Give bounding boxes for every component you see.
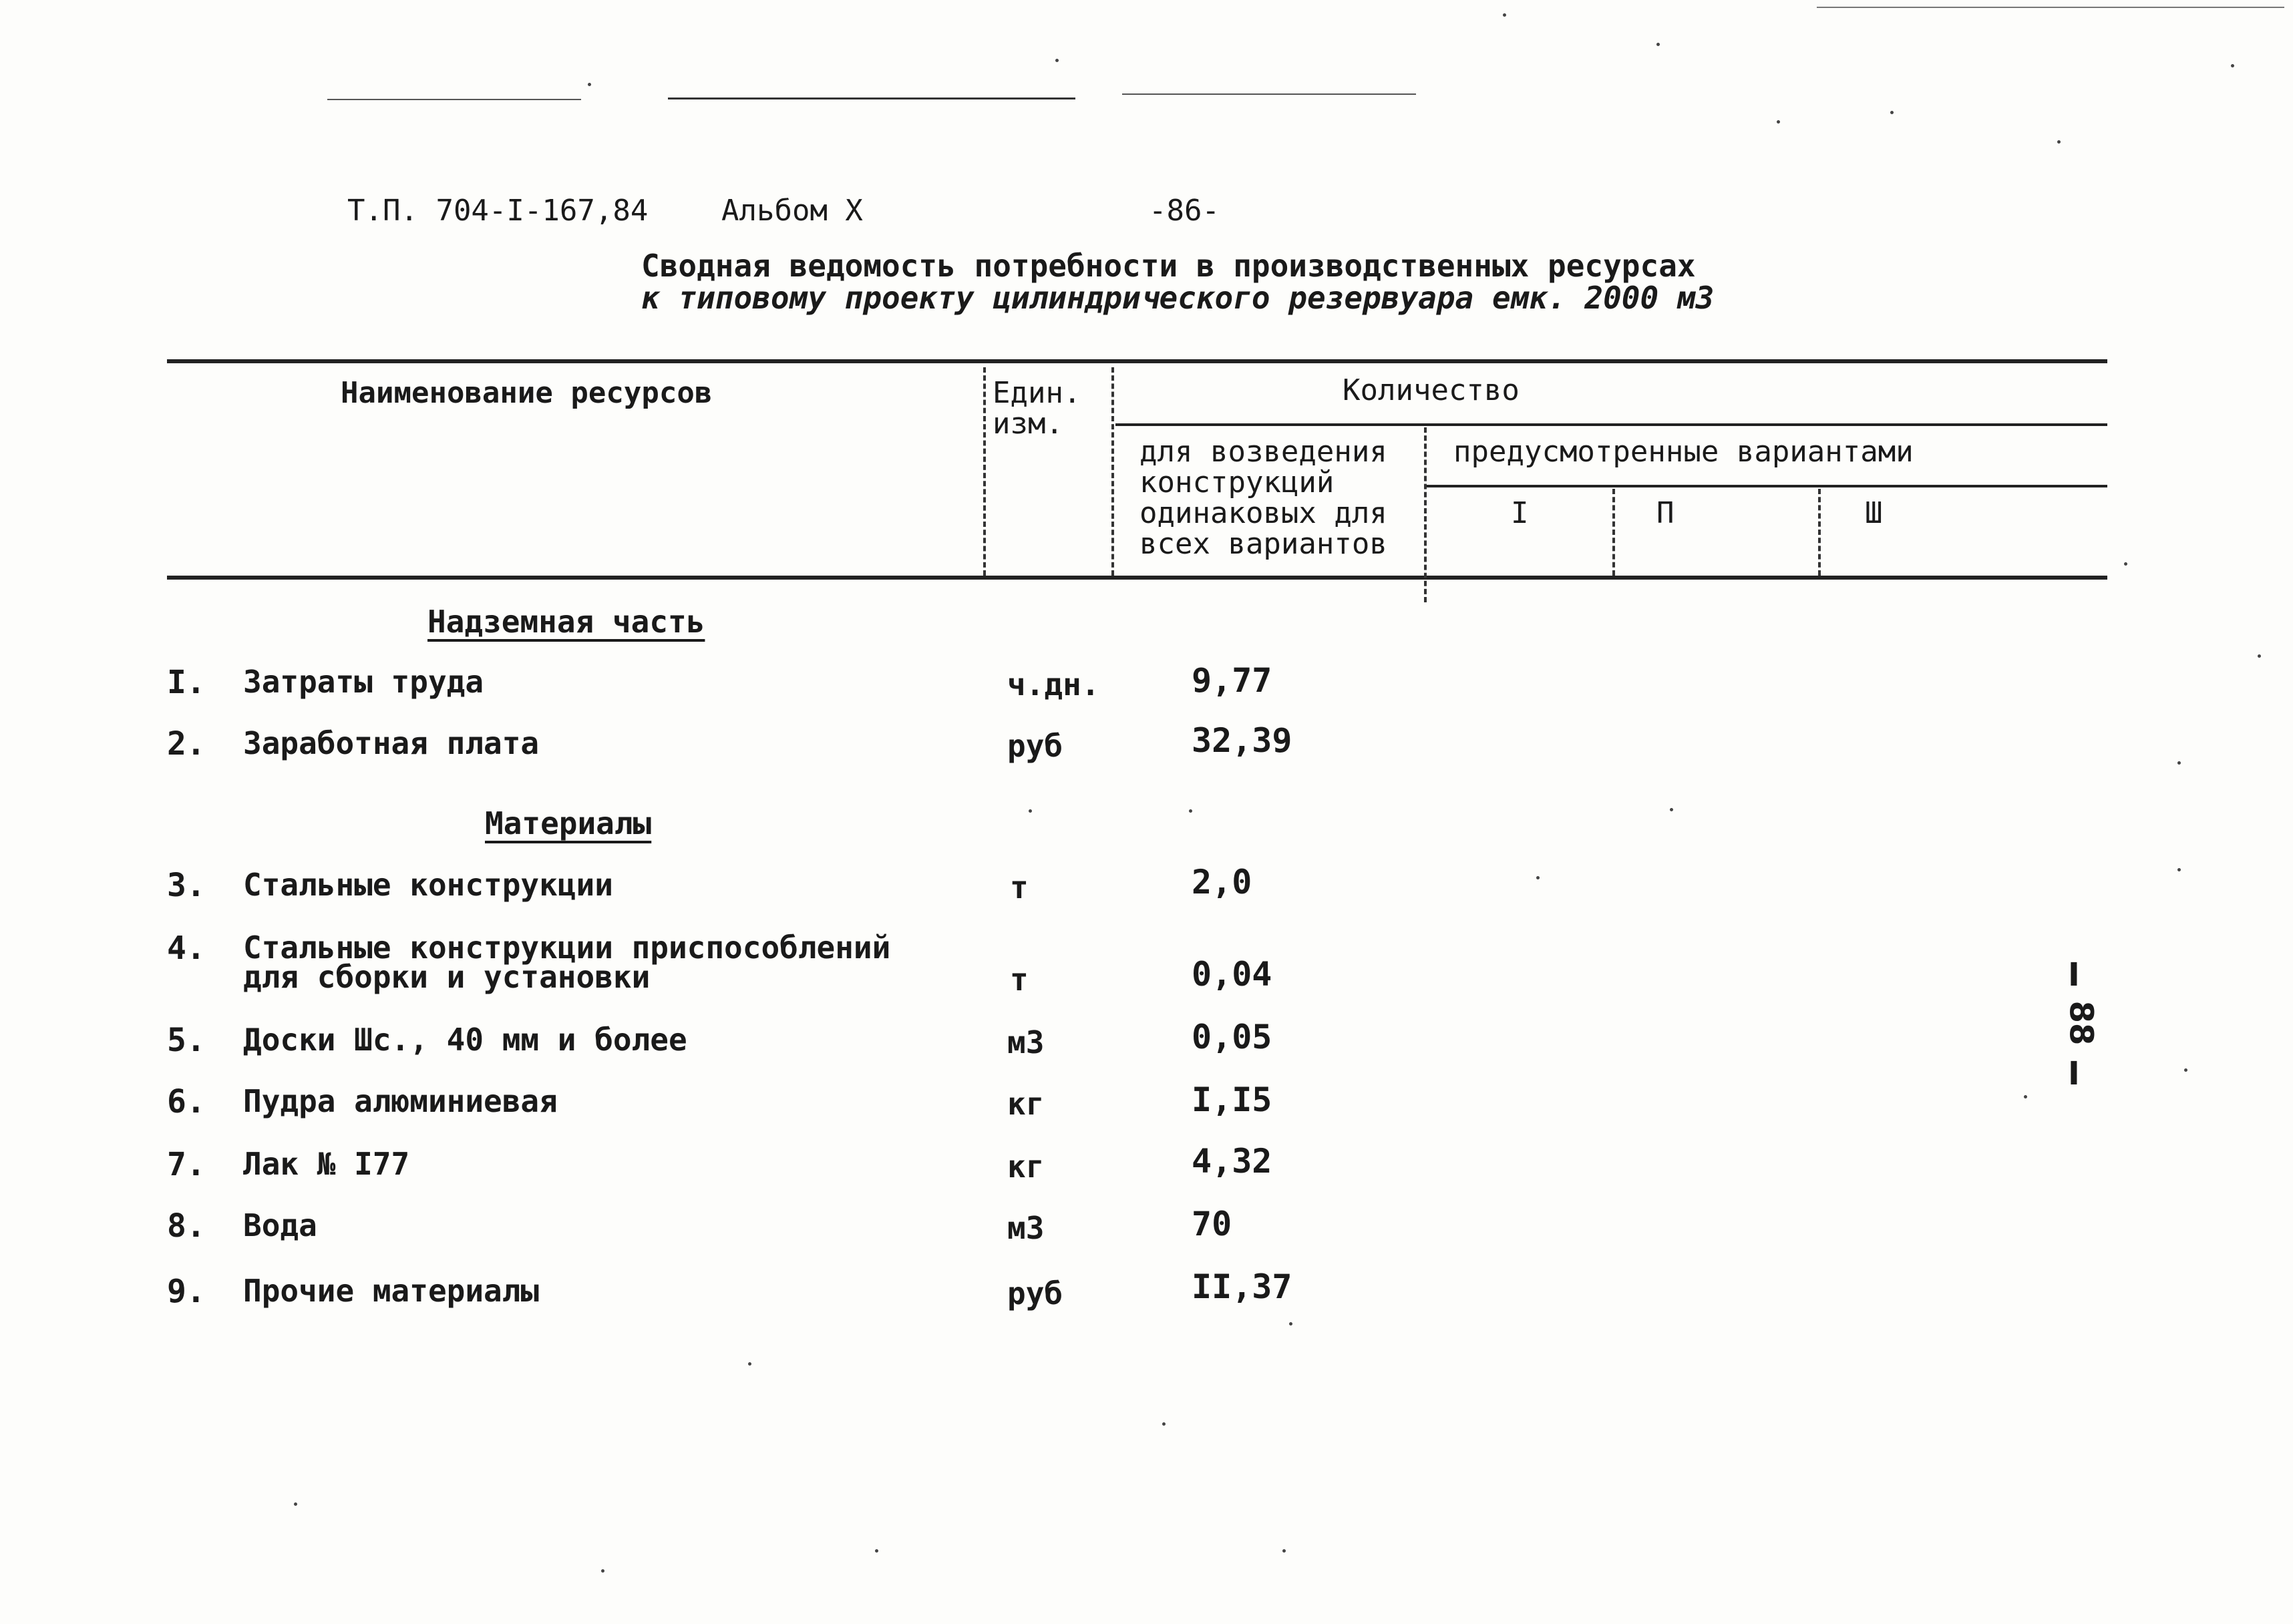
header-separator <box>983 367 986 576</box>
col-header-common-line2: конструкций <box>1139 465 1335 499</box>
row-value: 32,39 <box>1192 721 1292 760</box>
row-number: 3. <box>167 867 206 904</box>
header-top-rule <box>167 359 2107 363</box>
col-header-variant-2: П <box>1656 496 1674 530</box>
row-value: II,37 <box>1192 1267 1292 1306</box>
header-variants-rule <box>1426 485 2107 487</box>
row-unit: т <box>1010 869 1029 905</box>
row-name: Стальные конструкции <box>243 867 613 903</box>
doc-reference: Т.П. 704-I-167,84 <box>347 194 649 228</box>
doc-title-line2: к типовому проекту цилиндрического резервуара емк. 2000 м3 <box>641 280 1715 316</box>
col-header-variant-3: Ш <box>1865 496 1883 530</box>
row-name: Вода <box>243 1207 317 1243</box>
row-number: 7. <box>167 1146 206 1183</box>
row-name-continued: для сборки и установки <box>243 959 651 995</box>
page-number: -86- <box>1149 194 1220 228</box>
row-number: 8. <box>167 1207 206 1245</box>
header-separator <box>1111 367 1114 576</box>
row-number: 4. <box>167 930 206 967</box>
row-unit: кг <box>1007 1086 1045 1122</box>
row-name: Пудра алюминиевая <box>243 1083 558 1119</box>
header-separator <box>1424 427 1427 602</box>
col-header-unit-line1: Един. <box>993 376 1081 410</box>
col-header-common-line4: всех вариантов <box>1139 527 1387 561</box>
doc-title-line1: Сводная ведомость потребности в производственных ресурсах <box>641 248 1696 284</box>
section-title-above-ground: Надземная часть <box>427 604 705 640</box>
row-name: Лак № I77 <box>243 1146 410 1182</box>
row-unit: м3 <box>1007 1024 1045 1060</box>
col-header-variants: предусмотренные вариантами <box>1453 435 1914 469</box>
margin-stamp-bottom: I <box>2068 1055 2080 1092</box>
row-name: Прочие материалы <box>243 1273 540 1309</box>
row-unit: м3 <box>1007 1210 1045 1246</box>
header-quantity-rule <box>1115 423 2107 426</box>
row-number: 9. <box>167 1273 206 1310</box>
row-unit: кг <box>1007 1149 1045 1185</box>
row-number: I. <box>167 664 206 701</box>
row-name: Доски Шс., 40 мм и более <box>243 1022 687 1058</box>
row-number: 2. <box>167 725 206 763</box>
row-value: 70 <box>1192 1205 1232 1243</box>
row-value: 4,32 <box>1192 1142 1272 1181</box>
row-name: Затраты труда <box>243 664 484 700</box>
row-unit: руб <box>1007 1275 1063 1311</box>
col-header-common-line1: для возведения <box>1139 435 1387 469</box>
col-header-variant-1: I <box>1511 496 1529 530</box>
header-separator <box>1818 489 1821 576</box>
header-separator <box>1612 489 1615 576</box>
col-header-quantity: Количество <box>1343 373 1520 407</box>
col-header-common-line3: одинаковых для <box>1139 496 1387 530</box>
row-value: I,I5 <box>1192 1080 1272 1119</box>
row-number: 6. <box>167 1083 206 1121</box>
album-label: Альбом X <box>721 194 863 228</box>
row-name: Стальные конструкции приспособлений <box>243 930 891 966</box>
row-unit: т <box>1010 962 1029 998</box>
row-number: 5. <box>167 1022 206 1059</box>
row-unit: руб <box>1007 728 1063 764</box>
row-value: 2,0 <box>1192 863 1252 901</box>
section-title-materials: Материалы <box>485 805 652 841</box>
margin-stamp-number: 88 <box>2062 1000 2100 1046</box>
row-value: 0,04 <box>1192 955 1272 994</box>
col-header-name: Наименование ресурсов <box>341 376 713 410</box>
header-bottom-rule <box>167 576 2107 580</box>
margin-stamp-top: I <box>2068 956 2080 994</box>
row-unit: ч.дн. <box>1007 666 1100 702</box>
col-header-unit-line2: изм. <box>993 407 1063 441</box>
row-name: Заработная плата <box>243 725 540 761</box>
row-value: 0,05 <box>1192 1018 1272 1056</box>
row-value: 9,77 <box>1192 661 1272 700</box>
